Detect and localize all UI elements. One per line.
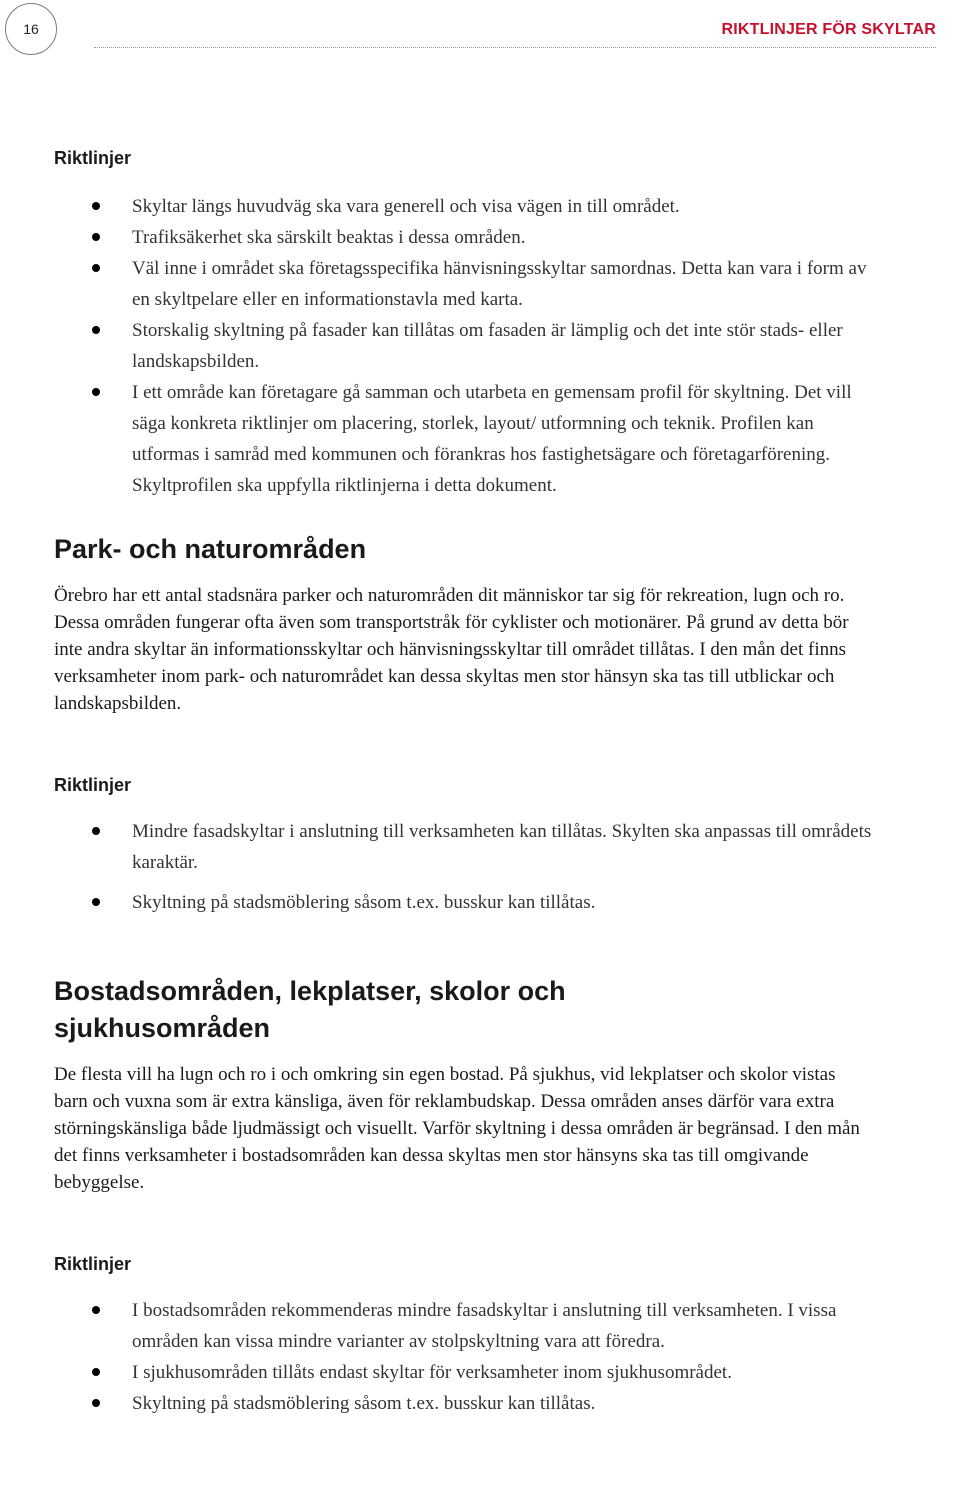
page-content	[54, 148, 874, 1419]
section2-list	[54, 816, 874, 918]
section3-paragraph: De flesta vill ha lugn och ro i och omkring sin egen bostad. På sjukhus, vid lekplatser och skolor vistas barn och vuxna som är extra känsliga, även för reklambudskap. Dessa områden anses därför vara extra störningskänsliga både ljudmässigt och visuellt. Varför skyltning i dessa områden är begränsad. I den mån det finns verksamheter i bostadsområden kan dessa skyltas men stor hänsyns ska tas till omgivande bebyggelse.	[54, 1064, 860, 1193]
header-divider	[94, 47, 936, 48]
list-item: Trafiksäkerhet ska särskilt beaktas i dessa områden.	[54, 222, 874, 253]
list-item: Storskalig skyltning på fasader kan tillåtas om fasaden är lämplig och det inte stör stads- eller landskapsbilden.	[54, 315, 874, 377]
section3-heading: Bostadsområden, lekplatser, skolor och sjukhusområden	[54, 976, 566, 1043]
list-item: I sjukhusområden tillåts endast skyltar för verksamheter inom sjukhusområdet.	[54, 1357, 874, 1388]
page-number: 16	[5, 3, 57, 55]
list-item: Mindre fasadskyltar i anslutning till verksamheten kan tillåtas. Skylten ska anpassas till områdets karaktär.	[54, 816, 874, 878]
list-item: Skyltning på stadsmöblering såsom t.ex. busskur kan tillåtas.	[54, 1388, 874, 1419]
section1-subheading: Riktlinjer	[54, 148, 132, 168]
list-item: Väl inne i området ska företagsspecifika hänvisningsskyltar samordnas. Detta kan vara i form av en skyltpelare eller en informationstavla med karta.	[54, 253, 874, 315]
section1-list	[54, 191, 874, 501]
section3-subheading: Riktlinjer	[54, 1254, 132, 1274]
list-item: Skyltning på stadsmöblering såsom t.ex. busskur kan tillåtas.	[54, 887, 874, 918]
section3-list	[54, 1295, 874, 1419]
section2-subheading: Riktlinjer	[54, 775, 132, 795]
section2-paragraph: Örebro har ett antal stadsnära parker och naturområden dit människor tar sig för rekreation, lugn och ro. Dessa områden fungerar ofta även som transportstråk för cyklister och motionärer. På grund av detta bör inte andra skyltar än informationsskyltar och hänvisningsskyltar till området tillåtas. I den mån det finns verksamheter inom park- och naturområdet kan dessa skyltas men stor hänsyn ska tas till utblickar och landskapsbilden.	[54, 585, 849, 714]
section2-heading: Park- och naturområden	[54, 534, 367, 564]
running-title: RIKTLINJER FÖR SKYLTAR	[721, 21, 936, 38]
list-item: I ett område kan företagare gå samman och utarbeta en gemensam profil för skyltning. Det vill säga konkreta riktlinjer om placering, storlek, layout/ utformning och teknik. Profilen kan utformas i samråd med kommunen och förankras hos fastighetsägare och företagarförening. Skyltprofilen ska uppfylla riktlinjerna i detta dokument.	[54, 377, 874, 501]
list-item: I bostadsområden rekommenderas mindre fasadskyltar i anslutning till verksamheten. I vissa områden kan vissa mindre varianter av stolpskyltning vara att föredra.	[54, 1295, 874, 1357]
list-item: Skyltar längs huvudväg ska vara generell och visa vägen in till området.	[54, 191, 874, 222]
